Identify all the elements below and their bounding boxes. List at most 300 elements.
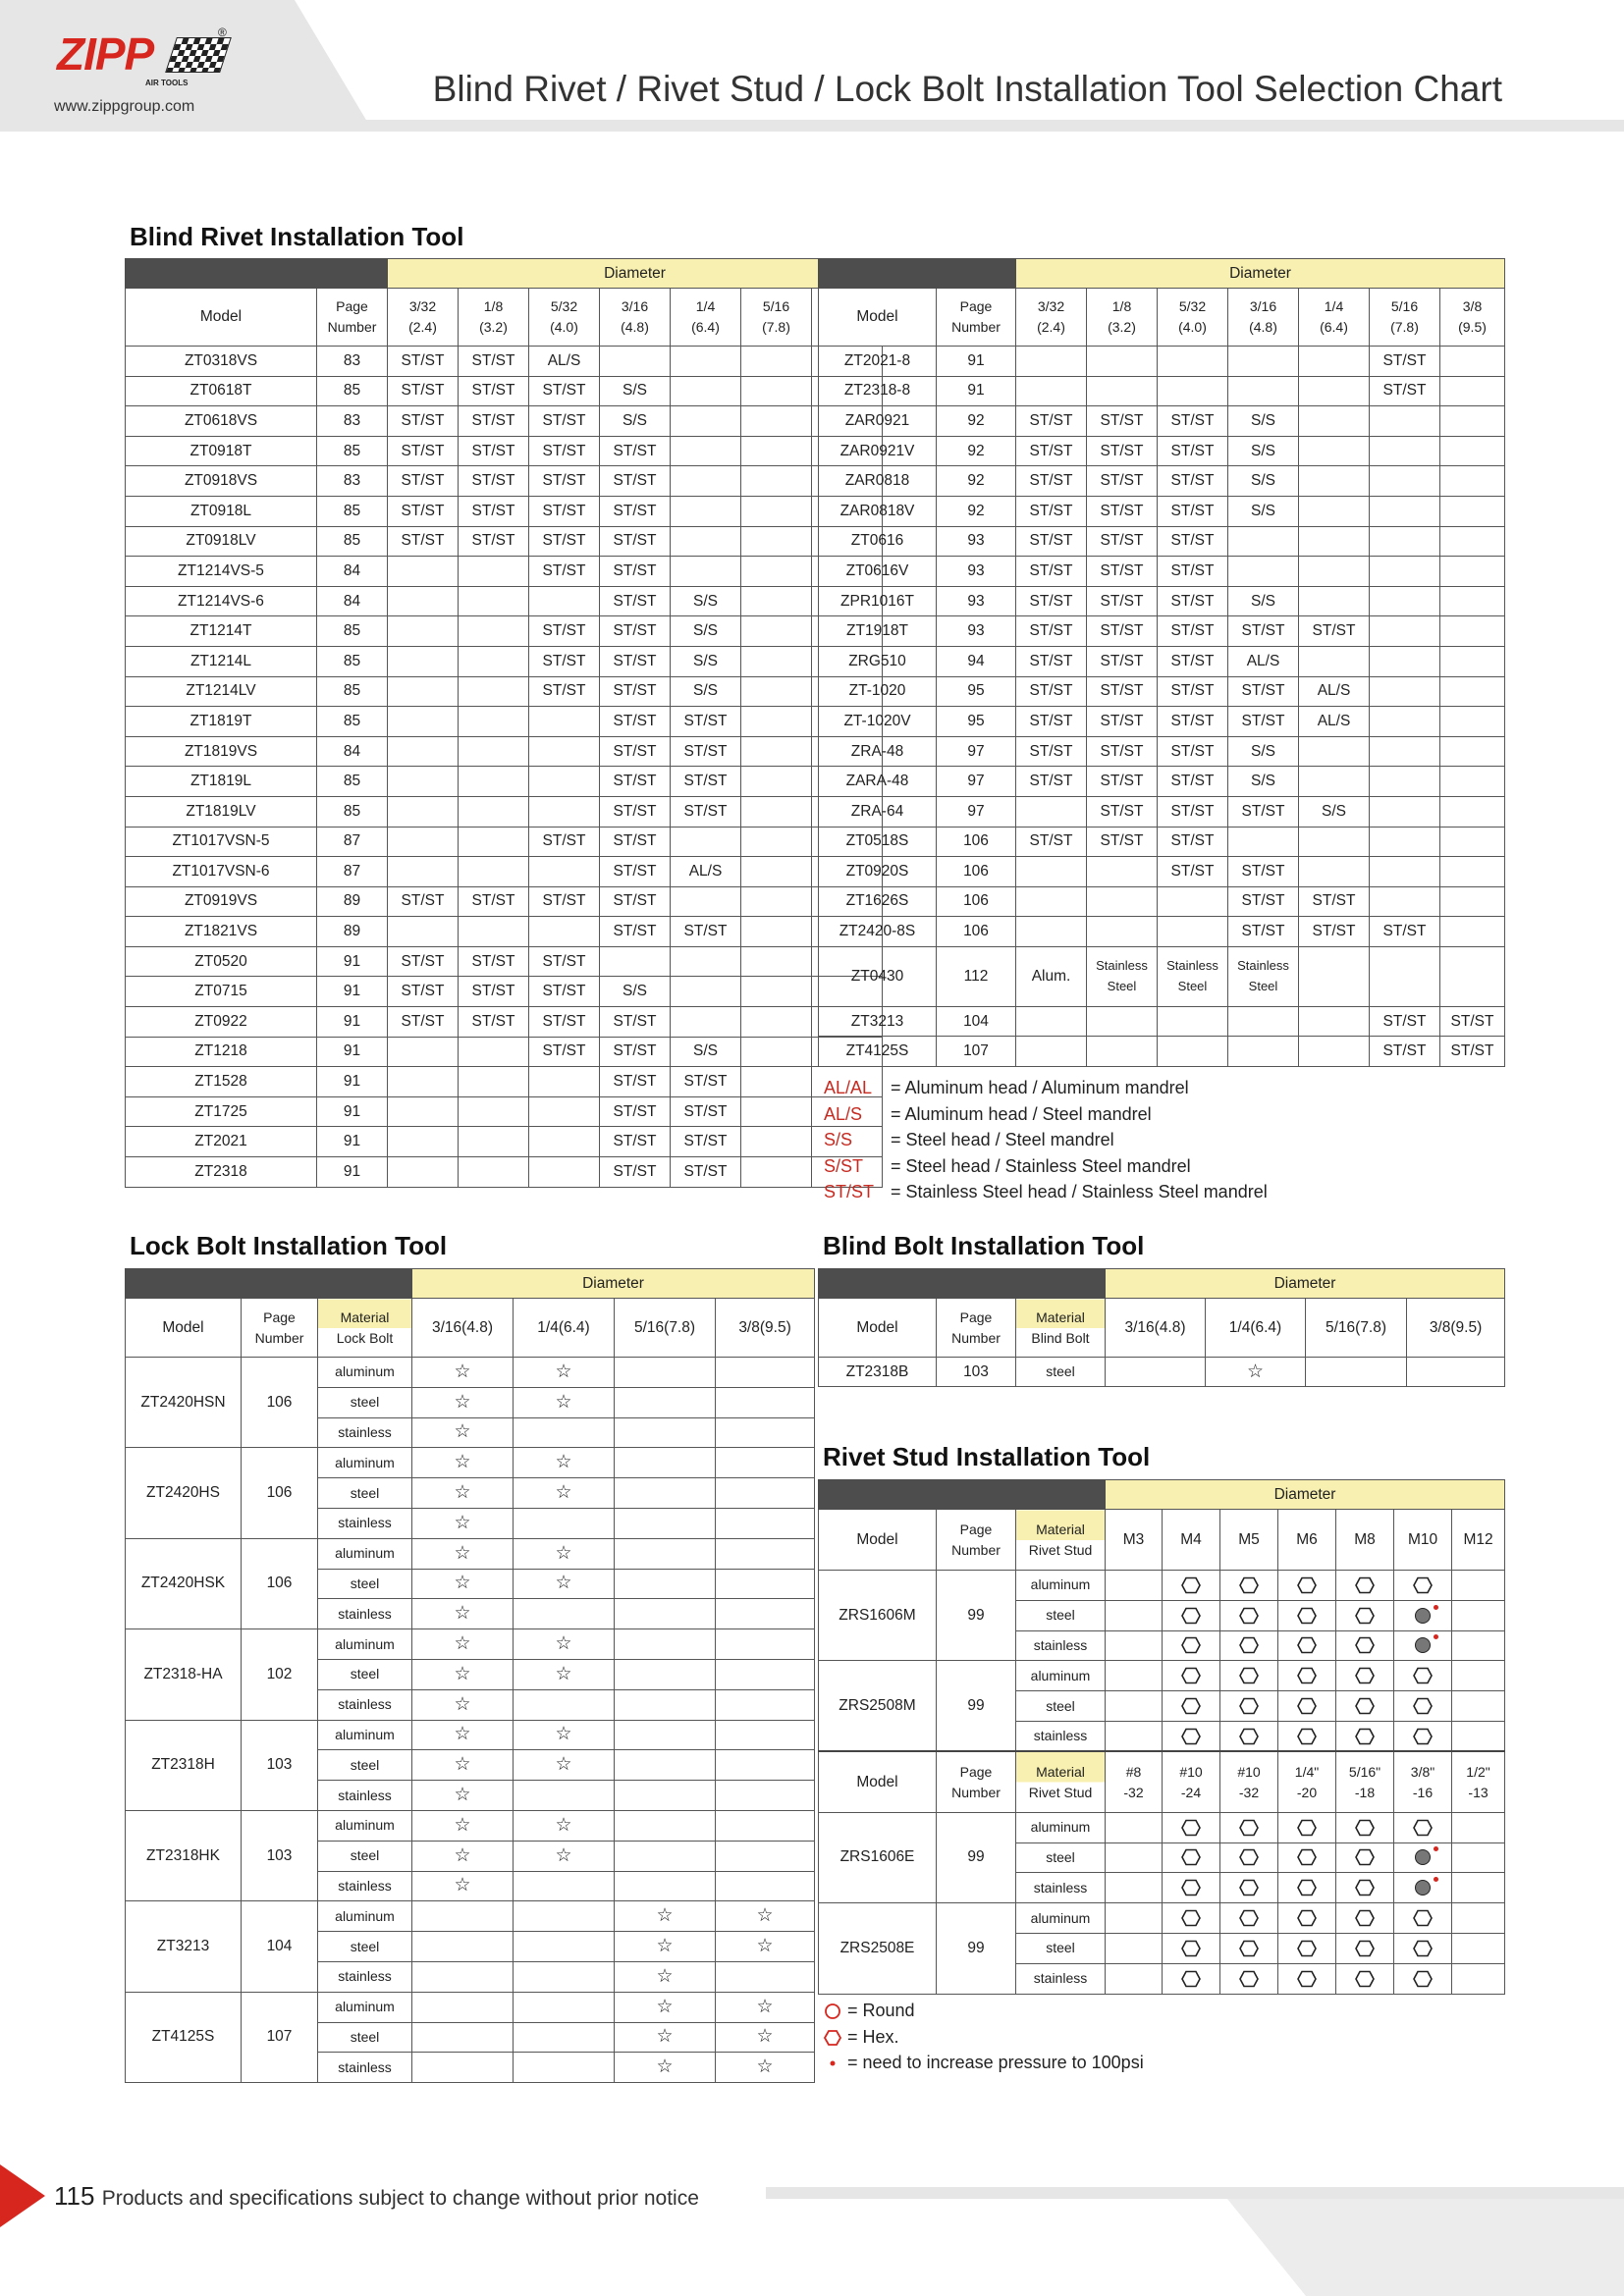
mark-cell (1452, 1963, 1505, 1994)
material-cell: stainless (318, 1781, 412, 1811)
table-row (126, 1157, 883, 1188)
spec-cell: S/S (671, 616, 741, 647)
page-cell: 91 (317, 977, 388, 1007)
mark-cell (1163, 1903, 1220, 1934)
material-cell: steel (1016, 1842, 1106, 1873)
material-label: Material Rivet Stud (1028, 1763, 1093, 1800)
mark-cell (514, 1841, 615, 1871)
model-cell: ZT-1020V (819, 707, 937, 737)
diameter-size-0 (388, 289, 459, 347)
mark-cell (514, 1901, 615, 1932)
mark-cell (1452, 1630, 1505, 1661)
mark-cell (1206, 1358, 1306, 1387)
footer-rule (766, 2187, 1624, 2199)
table-row (126, 466, 883, 497)
rivet-stud-title: Rivet Stud Installation Tool (823, 1442, 1151, 1471)
hex-icon (1239, 1728, 1259, 1745)
mark-cell (1336, 1630, 1394, 1661)
spec-cell (741, 586, 812, 616)
hex-icon (1355, 1940, 1375, 1957)
spec-cell: ST/ST (459, 406, 529, 437)
page-cell: 99 (937, 1903, 1016, 1994)
hex-icon (1297, 1819, 1317, 1837)
mark-cell (1452, 1691, 1505, 1722)
spec-cell: ST/ST (600, 917, 671, 947)
mark-cell (1220, 1963, 1278, 1994)
legend-meaning: = Aluminum head / Aluminum mandrel (891, 1078, 1189, 1097)
spec-cell: ST/ST (1016, 676, 1087, 707)
star-icon: ☆ (756, 2026, 774, 2048)
table-row (819, 1006, 1505, 1037)
diameter-size-1 (1163, 1751, 1220, 1812)
spec-cell: ST/ST (459, 436, 529, 466)
hex-icon (1239, 1667, 1259, 1684)
spec-cell (529, 917, 600, 947)
spec-cell (1228, 526, 1299, 557)
hex-icon (1181, 1607, 1201, 1625)
spec-cell (459, 1067, 529, 1097)
star-icon: ☆ (756, 2056, 774, 2078)
material-cell: steel (1016, 1691, 1106, 1722)
thread-size-label: 3/8" -16 (1410, 1763, 1435, 1800)
spec-cell (1299, 827, 1370, 857)
mark-cell (1163, 1661, 1220, 1691)
mark-cell (615, 1992, 716, 2022)
spec-cell: ST/ST (1158, 796, 1228, 827)
spec-cell: ST/ST (1158, 676, 1228, 707)
table-row (819, 496, 1505, 526)
model-cell: ZT3213 (126, 1901, 242, 1992)
spec-cell (1440, 767, 1505, 797)
mark-cell (412, 1508, 514, 1538)
table-row (819, 796, 1505, 827)
model-cell: ZT2318H (126, 1720, 242, 1810)
star-icon: ☆ (756, 1905, 774, 1927)
rivet-stud-table (818, 1479, 1505, 1995)
mark-cell (716, 1508, 815, 1538)
model-cell: ZT2420HSN (126, 1358, 242, 1448)
page-cell: 99 (937, 1571, 1016, 1661)
spec-cell: ST/ST (1087, 496, 1158, 526)
star-icon: ☆ (454, 1482, 471, 1504)
thread-size-label: #10 -32 (1237, 1763, 1261, 1800)
mark-cell (514, 2053, 615, 2083)
mark-cell (716, 1720, 815, 1750)
blind-rivet-table-right (818, 258, 1505, 1067)
mark-cell (716, 1992, 815, 2022)
spec-cell: ST/ST (1158, 827, 1228, 857)
legend-code: S/S (824, 1130, 853, 1149)
page-cell: 104 (937, 1006, 1016, 1037)
material-text: Stainless Steel (1237, 958, 1289, 993)
mark-cell (1278, 1721, 1336, 1751)
hex-icon (1239, 1697, 1259, 1715)
diameter-header: Diameter (1016, 259, 1505, 289)
spec-cell (741, 526, 812, 557)
spec-cell: ST/ST (529, 827, 600, 857)
spec-cell: ST/ST (1158, 707, 1228, 737)
blind-bolt-table (818, 1268, 1505, 1387)
spec-cell (459, 1127, 529, 1157)
table-row (819, 376, 1505, 406)
spec-cell: ST/ST (1299, 917, 1370, 947)
spec-cell (1440, 857, 1505, 887)
page-cell: 91 (937, 376, 1016, 406)
page-cell: 103 (242, 1720, 318, 1810)
star-icon: ☆ (656, 1936, 674, 1957)
mark-cell (716, 1387, 815, 1417)
mark-cell (514, 2022, 615, 2053)
spec-cell: S/S (1228, 406, 1299, 437)
table-row (126, 646, 883, 676)
mark-cell (1220, 1721, 1278, 1751)
spec-cell: ST/ST (529, 406, 600, 437)
diameter-size-1: 1/4(6.4) (514, 1299, 615, 1358)
spec-cell (1370, 707, 1440, 737)
page-cell: 85 (317, 767, 388, 797)
mark-cell (1106, 1600, 1163, 1630)
hex-icon (1239, 1909, 1259, 1927)
diameter-size-0: 3/16(4.8) (412, 1299, 514, 1358)
spec-cell: ST/ST (1158, 736, 1228, 767)
spec-cell: ST/ST (600, 767, 671, 797)
hex-icon (1297, 1728, 1317, 1745)
model-cell: ZT2318B (819, 1358, 937, 1387)
material-label: Material Blind Bolt (1031, 1308, 1090, 1346)
blind-rivet-title: Blind Rivet Installation Tool (130, 222, 464, 251)
hex-icon (1413, 1728, 1433, 1745)
model-cell: ZAR0818V (819, 496, 937, 526)
table-row (819, 406, 1505, 437)
spec-cell (1016, 1037, 1087, 1067)
page-number-label: Page Number (951, 1308, 1001, 1346)
page-cell: 83 (317, 347, 388, 377)
spec-cell (1299, 526, 1370, 557)
spec-cell (388, 1096, 459, 1127)
page-cell: 106 (242, 1538, 318, 1629)
spec-cell (1440, 526, 1505, 557)
thread-size-label: 5/16" -18 (1348, 1763, 1381, 1800)
spec-cell (1087, 376, 1158, 406)
mark-cell (615, 1720, 716, 1750)
hex-icon (1297, 1970, 1317, 1988)
spec-cell: ST/ST (600, 1096, 671, 1127)
star-icon: ☆ (555, 1482, 572, 1504)
mark-cell (615, 1358, 716, 1388)
hex-icon (1355, 1879, 1375, 1896)
table-row (819, 707, 1505, 737)
spec-cell: ST/ST (1016, 707, 1087, 737)
material-cell: steel (318, 1569, 412, 1599)
spec-cell: ST/ST (459, 347, 529, 377)
table-row (126, 1358, 815, 1388)
model-cell: ZT0918L (126, 496, 317, 526)
diameter-size-3 (1278, 1751, 1336, 1812)
spec-cell: ST/ST (671, 767, 741, 797)
spec-cell (388, 586, 459, 616)
spec-cell (459, 676, 529, 707)
mark-cell (412, 1932, 514, 1962)
spec-cell (459, 646, 529, 676)
spec-cell (1440, 946, 1505, 1006)
material-cell: steel (318, 2022, 412, 2053)
spec-cell (1087, 886, 1158, 917)
spec-cell (388, 1157, 459, 1188)
star-icon: ☆ (656, 1905, 674, 1927)
spec-cell: ST/ST (459, 886, 529, 917)
material-text: Stainless Steel (1166, 958, 1218, 993)
spec-cell (741, 1096, 812, 1127)
mark-cell (1452, 1842, 1505, 1873)
spec-cell: ST/ST (529, 557, 600, 587)
model-cell: ZARA-48 (819, 767, 937, 797)
spec-cell: ST/ST (1158, 496, 1228, 526)
table-row (126, 1810, 815, 1841)
spec-cell (671, 376, 741, 406)
spec-cell: ST/ST (1016, 616, 1087, 647)
model-cell: ZT1821VS (126, 917, 317, 947)
page-cell: 106 (242, 1358, 318, 1448)
diameter-size-2: M5 (1220, 1510, 1278, 1571)
spec-cell (388, 557, 459, 587)
page-number-header (937, 1510, 1016, 1571)
mark-cell (1278, 1661, 1336, 1691)
table-row (126, 676, 883, 707)
diameter-size-2 (1158, 289, 1228, 347)
spec-cell: AL/S (1228, 646, 1299, 676)
model-header: Model (819, 289, 937, 347)
mark-cell (1336, 1873, 1394, 1903)
header-blank (126, 259, 388, 289)
page-number-label: Page Number (951, 298, 1001, 335)
hex-icon (1355, 1667, 1375, 1684)
spec-cell (741, 946, 812, 977)
spec-cell (1370, 857, 1440, 887)
legend-item (824, 1156, 1268, 1183)
material-cell: aluminum (318, 1358, 412, 1388)
spec-cell (388, 707, 459, 737)
table-row (819, 616, 1505, 647)
diameter-size-3: 3/8(9.5) (1407, 1299, 1505, 1358)
spec-cell: ST/ST (1016, 526, 1087, 557)
page-cell: 112 (937, 946, 1016, 1006)
spec-cell (388, 827, 459, 857)
spec-cell (1299, 436, 1370, 466)
spec-cell: ST/ST (1228, 676, 1299, 707)
diameter-size-label: 1/4 (6.4) (1320, 298, 1348, 335)
spec-cell: ST/ST (600, 496, 671, 526)
star-icon: ☆ (454, 1663, 471, 1684)
spec-cell: ST/ST (388, 526, 459, 557)
mark-cell (514, 1689, 615, 1720)
spec-cell: ST/ST (1228, 616, 1299, 647)
hex-icon (1239, 1607, 1259, 1625)
spec-cell (1299, 1006, 1370, 1037)
zipp-logo (57, 27, 234, 96)
page-cell: 83 (317, 406, 388, 437)
material-cell: steel (318, 1659, 412, 1689)
spec-cell (1299, 736, 1370, 767)
mark-cell (1278, 1571, 1336, 1601)
table-row (819, 646, 1505, 676)
material-label: Material Lock Bolt (336, 1308, 394, 1346)
spec-cell (1440, 736, 1505, 767)
model-cell: ZT1017VSN-6 (126, 857, 317, 887)
spec-cell (388, 616, 459, 647)
spec-cell (1440, 827, 1505, 857)
spec-cell: AL/S (529, 347, 600, 377)
mark-cell (1336, 1661, 1394, 1691)
hex-icon (1297, 1940, 1317, 1957)
page-cell: 95 (937, 676, 1016, 707)
mark-cell (514, 1538, 615, 1569)
material-cell: steel (1016, 1600, 1106, 1630)
thread-size-label: 1/2" -13 (1466, 1763, 1490, 1800)
diameter-size-4 (671, 289, 741, 347)
star-icon: ☆ (555, 1724, 572, 1745)
mark-cell (1336, 1721, 1394, 1751)
legend-item (824, 1078, 1268, 1104)
model-cell: ZT0918VS (126, 466, 317, 497)
page-cell: 106 (242, 1448, 318, 1538)
mark-cell (1278, 1842, 1336, 1873)
table-row (126, 1629, 815, 1660)
mark-cell (1336, 1691, 1394, 1722)
diameter-size-5: M10 (1394, 1510, 1452, 1571)
mark-cell (1106, 1933, 1163, 1963)
spec-cell: ST/ST (600, 827, 671, 857)
mark-cell (1407, 1358, 1505, 1387)
page-number-label: Page Number (951, 1763, 1001, 1800)
spec-cell (529, 586, 600, 616)
mark-cell (412, 1538, 514, 1569)
mark-cell (514, 1720, 615, 1750)
material-cell: stainless (318, 1871, 412, 1901)
rivet-code-legend (824, 1078, 1268, 1208)
diameter-size-6 (1452, 1751, 1505, 1812)
spec-cell (671, 827, 741, 857)
spec-cell (1370, 767, 1440, 797)
mark-cell (1394, 1812, 1452, 1842)
spec-cell: ST/ST (529, 1007, 600, 1038)
table-row (819, 886, 1505, 917)
spec-cell: ST/ST (1016, 466, 1087, 497)
spec-cell (1440, 376, 1505, 406)
mark-cell (412, 1901, 514, 1932)
mark-cell (1394, 1721, 1452, 1751)
spec-cell (529, 1127, 600, 1157)
mark-cell (1163, 1812, 1220, 1842)
mark-cell (412, 1871, 514, 1901)
diameter-size-2 (1220, 1751, 1278, 1812)
model-cell: ZT0616V (819, 557, 937, 587)
spec-cell (671, 1007, 741, 1038)
mark-cell (412, 1810, 514, 1841)
page-cell: 87 (317, 827, 388, 857)
spec-cell: ST/ST (1016, 736, 1087, 767)
spec-cell (741, 796, 812, 827)
mark-cell (716, 1358, 815, 1388)
spec-cell (388, 796, 459, 827)
model-header: Model (819, 1299, 937, 1358)
material-cell: aluminum (318, 1901, 412, 1932)
table-row (126, 496, 883, 526)
legend-meaning: = Steel head / Steel mandrel (891, 1130, 1114, 1149)
spec-cell: ST/ST (388, 496, 459, 526)
table-row (819, 557, 1505, 587)
spec-cell (671, 886, 741, 917)
page-cell: 94 (937, 646, 1016, 676)
legend-meaning: = Round (847, 2001, 915, 2020)
spec-cell: ST/ST (1016, 436, 1087, 466)
spec-cell (741, 1157, 812, 1188)
legend-meaning: = need to increase pressure to 100psi (847, 2053, 1144, 2072)
spec-cell: ST/ST (671, 1067, 741, 1097)
spec-cell: ST/ST (1158, 646, 1228, 676)
mark-cell (1452, 1873, 1505, 1903)
legend-meaning: = Stainless Steel head / Stainless Steel mandrel (891, 1182, 1268, 1201)
page-cell: 104 (242, 1901, 318, 1992)
spec-cell: ST/ST (1228, 796, 1299, 827)
spec-cell (671, 466, 741, 497)
spec-cell: ST/ST (388, 347, 459, 377)
material-cell: aluminum (318, 1629, 412, 1660)
spec-cell: S/S (1228, 466, 1299, 497)
spec-cell: Alum. (1016, 946, 1087, 1006)
spec-cell: ST/ST (600, 616, 671, 647)
spec-cell: ST/ST (1228, 707, 1299, 737)
spec-cell: S/S (671, 586, 741, 616)
diameter-size-1 (1087, 289, 1158, 347)
mark-cell (1106, 1691, 1163, 1722)
star-icon: ☆ (555, 1573, 572, 1594)
model-cell: ZT1819L (126, 767, 317, 797)
page-cell: 97 (937, 796, 1016, 827)
mark-cell (514, 1810, 615, 1841)
page-cell: 92 (937, 406, 1016, 437)
mark-cell (716, 1629, 815, 1660)
star-icon: ☆ (454, 1693, 471, 1715)
material-cell: steel (1016, 1933, 1106, 1963)
spec-cell (741, 1127, 812, 1157)
mark-cell (1394, 1691, 1452, 1722)
model-cell: ZT0318VS (126, 347, 317, 377)
page-cell: 106 (937, 857, 1016, 887)
mark-cell (412, 1689, 514, 1720)
spec-cell (529, 1096, 600, 1127)
legend-code: ST/ST (824, 1182, 875, 1201)
spec-cell: ST/ST (1158, 406, 1228, 437)
mark-cell (1278, 1933, 1336, 1963)
material-cell: stainless (318, 2053, 412, 2083)
spec-cell: ST/ST (600, 1067, 671, 1097)
spec-cell: ST/ST (388, 376, 459, 406)
spec-cell: ST/ST (459, 526, 529, 557)
mark-cell (1336, 1842, 1394, 1873)
model-cell: ZT1918T (819, 616, 937, 647)
model-cell: ZRS1606E (819, 1812, 937, 1902)
spec-cell: ST/ST (1087, 466, 1158, 497)
table-row (819, 1903, 1505, 1934)
spec-cell (1370, 586, 1440, 616)
spec-cell: ST/ST (671, 917, 741, 947)
mark-cell (1452, 1600, 1505, 1630)
model-cell: ZT2420HSK (126, 1538, 242, 1629)
spec-cell (671, 436, 741, 466)
table-row (819, 917, 1505, 947)
page-cell: 85 (317, 496, 388, 526)
mark-cell (716, 2022, 815, 2053)
